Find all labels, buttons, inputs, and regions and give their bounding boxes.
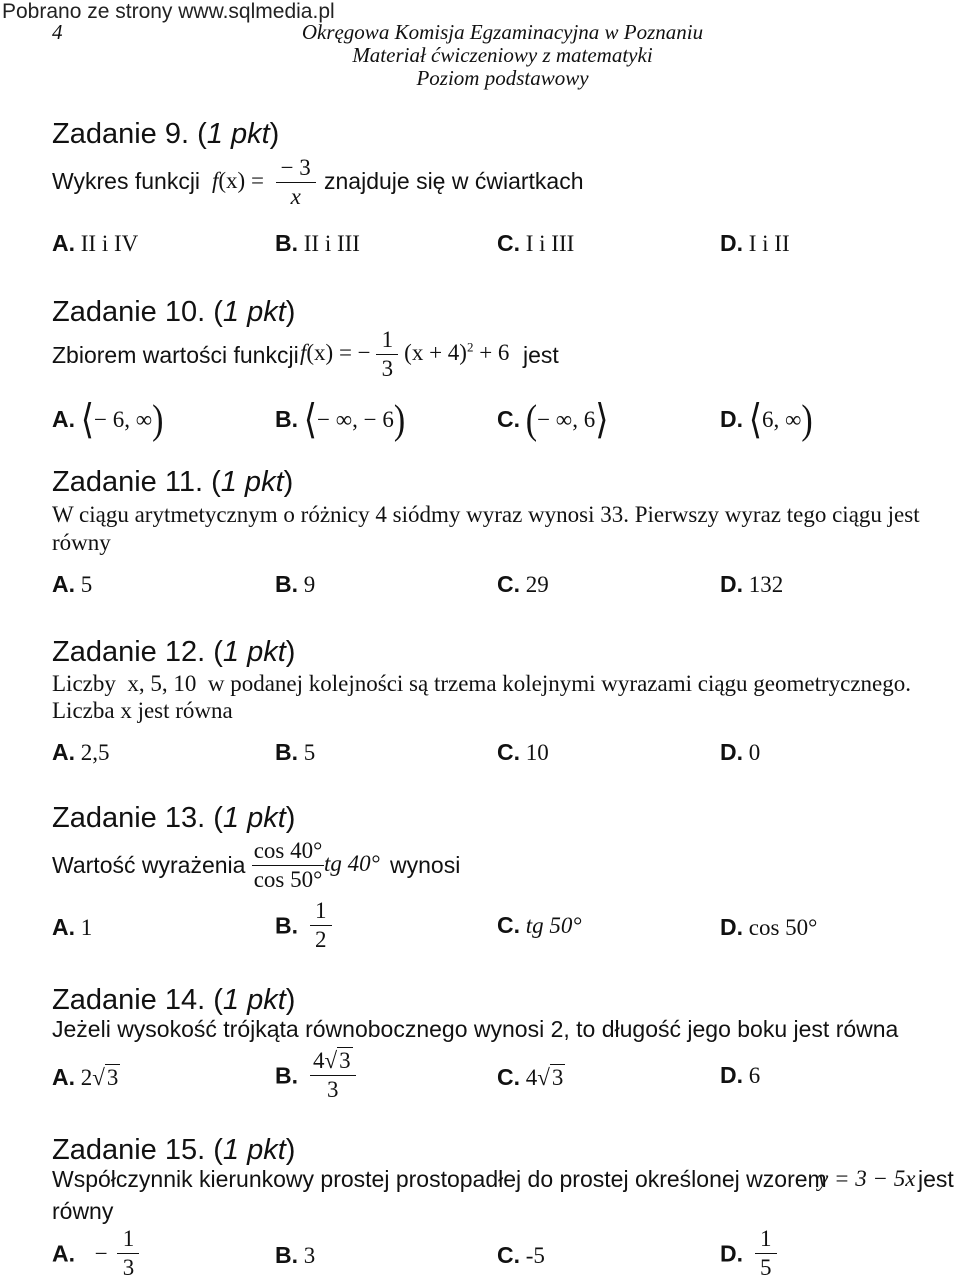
task-13-question: Wartość wyrażenia: [52, 852, 246, 878]
task-14-question: Jeżeli wysokość trójkąta równobocznego wynosi 2, to długość jego boku jest równa: [52, 1016, 899, 1042]
task-9-question: Wykres funkcji: [52, 168, 201, 194]
task-10-answer-b[interactable]: B. ⟨− ∞, − 6): [275, 398, 406, 443]
watermark: Pobrano ze strony www.sqlmedia.pl: [2, 0, 335, 23]
task-15-title: Zadanie 15. (1 pkt): [52, 1134, 296, 1166]
task-14-title: Zadanie 14. (1 pkt): [52, 984, 296, 1016]
task-15-formula: y = 3 − 5x: [818, 1166, 916, 1191]
task-9-tail: znajduje się w ćwiartkach: [324, 168, 584, 194]
task-14-answer-b[interactable]: B. $\frac{4√3}{3}$: [275, 1048, 356, 1104]
task-12-answer-b[interactable]: B. 5: [275, 739, 316, 765]
task-10-answer-d[interactable]: D. ⟨6, ∞): [720, 398, 813, 443]
header-level: Poziom podstawowy: [416, 66, 589, 90]
task-12-answer-a[interactable]: A. 2,5: [52, 739, 110, 765]
page-number: 4: [52, 20, 63, 44]
task-14-answer-d[interactable]: D. 6: [720, 1062, 761, 1088]
task-11-question: W ciągu arytmetycznym o różnicy 4 siódmy wyraz wynosi 33. Pierwszy wyraz tego ciągu jest: [52, 502, 920, 527]
header-institution: Okręgowa Komisja Egzaminacyjna w Poznaniu: [301, 20, 704, 44]
task-9-answer-d[interactable]: D. I i II: [720, 230, 790, 256]
task-10-title: Zadanie 10. (1 pkt): [52, 296, 296, 328]
task-14-answer-a[interactable]: A. 2√3: [52, 1064, 119, 1090]
header-subject: Materiał ćwiczeniowy z matematyki: [352, 43, 653, 67]
task-13-answer-a[interactable]: A. 1: [52, 914, 93, 940]
task-15-answer-a[interactable]: A. − $\frac{1}{3}$: [52, 1226, 139, 1282]
task-12-question: Liczby x, 5, 10 w podanej kolejności są trzema kolejnymi wyrazami ciągu geometrycznego.: [52, 671, 912, 696]
task-9-answer-b[interactable]: B. II i III: [275, 230, 360, 256]
task-11-answer-c[interactable]: C. 29: [497, 571, 549, 597]
task-15-answer-c[interactable]: C. -5: [497, 1242, 545, 1268]
task-14-answer-c[interactable]: C. 4√3: [497, 1064, 564, 1090]
task-12-title: Zadanie 12. (1 pkt): [52, 636, 296, 668]
task-10-formula: f(x) = − $\frac{1}{3}$ $(x + 4)^2 + 6$: [300, 327, 510, 382]
task-13-title: Zadanie 13. (1 pkt): [52, 802, 296, 834]
task-12-answer-d[interactable]: D. 0: [720, 739, 761, 765]
task-13-answer-d[interactable]: D. cos 50°: [720, 914, 818, 940]
task-9-title: Zadanie 9. (1 pkt): [52, 118, 280, 150]
task-9-answer-c[interactable]: C. I i III: [497, 230, 575, 256]
task-15-answer-b[interactable]: B. 3: [275, 1242, 316, 1268]
task-13-answer-c[interactable]: C. tg 50°: [497, 912, 582, 938]
task-15-tail: jest: [918, 1166, 954, 1192]
task-13-formula: $\frac{\cos 40^\circ}{\cos 50^\circ}$ tg 40°: [253, 838, 380, 893]
task-11-answer-b[interactable]: B. 9: [275, 571, 316, 597]
task-10-question: Zbiorem wartości funkcji: [52, 342, 299, 368]
task-13-tail: wynosi: [390, 852, 461, 878]
task-15-question: Współczynnik kierunkowy prostej prostopadłej do prostej określonej wzorem: [52, 1166, 827, 1192]
task-10-answer-c[interactable]: C. (− ∞, 6⟩: [497, 398, 609, 443]
task-11-title: Zadanie 11. (1 pkt): [52, 466, 294, 498]
task-15-answer-d[interactable]: D. $\frac{1}{5}$: [720, 1226, 777, 1282]
task-11-question-cont: równy: [52, 530, 111, 555]
task-12-answer-c[interactable]: C. 10: [497, 739, 549, 765]
task-10-answer-a[interactable]: A. ⟨− 6, ∞): [52, 398, 164, 443]
task-10-tail: jest: [523, 342, 559, 368]
task-9-answer-a[interactable]: A. II i IV: [52, 230, 139, 256]
task-9-formula: f(x) = $\frac{- 3}{x}$: [212, 155, 316, 211]
task-15-question-cont: równy: [52, 1198, 114, 1224]
task-11-answer-a[interactable]: A. 5: [52, 571, 93, 597]
task-13-answer-b[interactable]: B. $\frac{1}{2}$: [275, 898, 332, 954]
task-11-answer-d[interactable]: D. 132: [720, 571, 784, 597]
task-12-question-cont: Liczba x jest równa: [52, 698, 233, 723]
